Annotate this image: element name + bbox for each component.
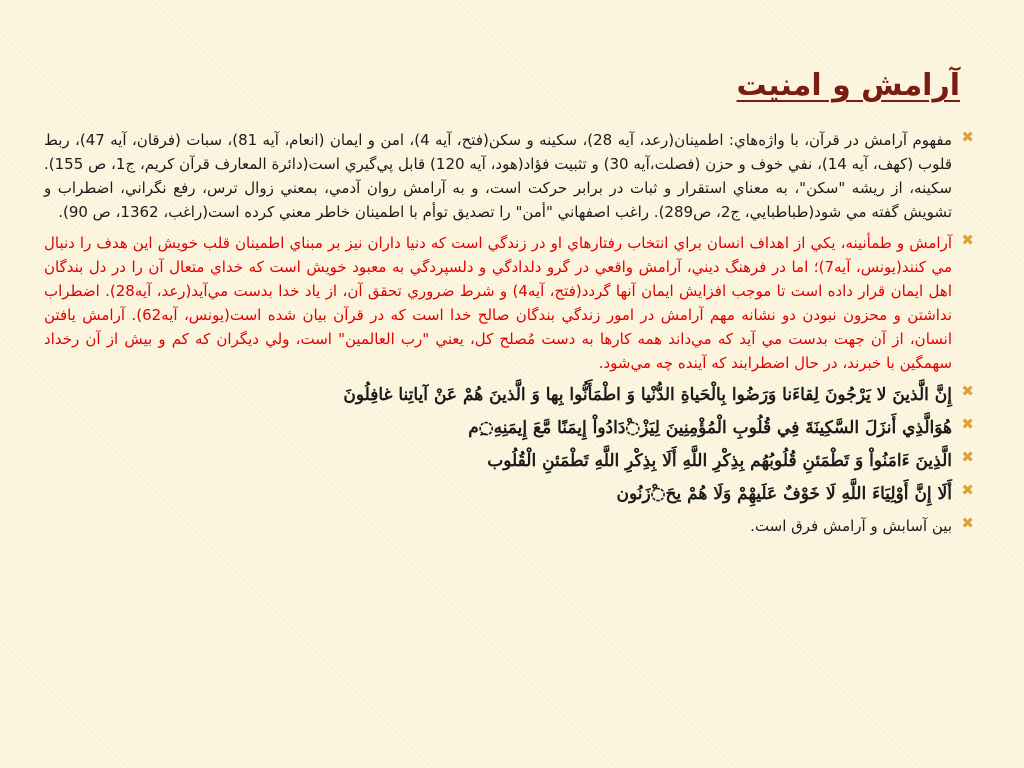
list-item bbox=[44, 415, 974, 441]
quran-verse: إِنَّ الَّذينَ لا يَرْجُونَ لِقاءَنا وَرَضُوا بِالْحَياةِ الدُّنْيا وَ اطْمَأَنُّوا بِها وَ الَّذينَ هُمْ عَنْ آياتِنا غافِلُونَ bbox=[343, 385, 952, 405]
quran-verse: هُوَالَّذِي أَنزَلَ السَّكِينَةَ فِي قُلُوبِ الْمُؤْمِنِينَ لِيَزْ◌ْدَادُواْ إِيمَنًا مَّعَ إِيمَنِهِ◌ِم bbox=[468, 418, 952, 438]
slide-title: آرامش و امنیت bbox=[736, 68, 960, 103]
list-item bbox=[44, 128, 974, 224]
quran-verse: الَّذِينَ ءَامَنُواْ وَ تَطْمَئنِ قُلُوبُهُم بِذِكْرِ اللَّهِ أَلَا بِذِكْرِ اللَّهِ تَطْمَئنِ الْقُلُوب bbox=[487, 451, 952, 471]
bullet-text: مفهوم آرامش در قرآن، با واژه‌هاي: اطمينان(رعد، آيه 28)، سكينه و سكن(فتح، آيه 4)، امن و ايمان (انعام، آيه 81)، سبات (فرقان، آيه 47)، ربط قلوب (كهف، آيه 14)، نفي خوف و حزن (فصلت،آيه 30) و تثبيت فؤاد(هود، آيه 120) قابل پي‌گيري است(دائرة المعارف قرآن كريم، ج1، ص 155). سكينه، از ريشه "سكن"، به معناي استقرار و ثبات در برابر حركت است، و به آرامش روان آدمي، بمعني زوال ترس، رفع نگراني، اضطراب و تشويش گفته مي شود(طباطبايي، ج2، ص289). راغب اصفهاني "أمن" را تصديق توأم با اطمينان خاطر معني كرده است(راغب، 1362، ص 90). bbox=[44, 131, 953, 221]
bullet-text: بين آسابش و آرامش فرق است. bbox=[750, 517, 952, 535]
list-item bbox=[44, 448, 974, 474]
bullet-text: آرامش و طمأنينه، يكي از اهداف انسان براي انتخاب رفتارهاي او در زندگي است كه دنيا داران نيز بر مبناي اطمينان قلب خويش اين هدف را دنبال مي كنند(يونس، آيه7)؛ اما در فرهنگ ديني، آرامش واقعي در گرو دلدادگي و دلسپردگي به معبود خويش است كه خداي متعال آن را در دل بندگان اهل ايمان قرار داده است تا موجب افزايش ايمان آنها گردد(فتح، آيه4) و شرط ضروري تحقق آن، از ياد خدا بدست مي‌آيد(رعد، آيه28). اضطراب نداشتن و محزون نبودن دو نشانه مهم آرامش در امور زندگي بندگان صالح خدا است كه در قرآن بيان شده است(يونس، آيه62). آرامش يافتن انسان، از آن جهت بدست مي آيد كه مي‌داند همه كارها به دست مُصلح كل، يعني "رب العالمين" است، ولي ديگران كه كم و بيش از آن رخداد سهمگين با خبرند، در حال اضطرابند كه آينده چه مي‌شود. bbox=[44, 234, 952, 372]
list-item bbox=[44, 514, 974, 538]
x-cross-icon: ✖ bbox=[961, 415, 974, 433]
x-cross-icon: ✖ bbox=[961, 481, 974, 499]
x-cross-icon: ✖ bbox=[961, 448, 974, 466]
x-cross-icon: ✖ bbox=[961, 231, 974, 249]
bullet-list bbox=[44, 128, 974, 545]
list-item bbox=[44, 382, 974, 408]
x-cross-icon: ✖ bbox=[961, 514, 974, 532]
x-cross-icon: ✖ bbox=[961, 128, 974, 146]
list-item bbox=[44, 231, 974, 375]
list-item bbox=[44, 481, 974, 507]
quran-verse: أَلَا إِنَّ أَوْلِيَاءَ اللَّهِ لَا خَوْفٌ عَلَيهِْمْ وَلَا هُمْ يحَ◌ْزَنُون bbox=[616, 484, 952, 504]
x-cross-icon: ✖ bbox=[961, 382, 974, 400]
